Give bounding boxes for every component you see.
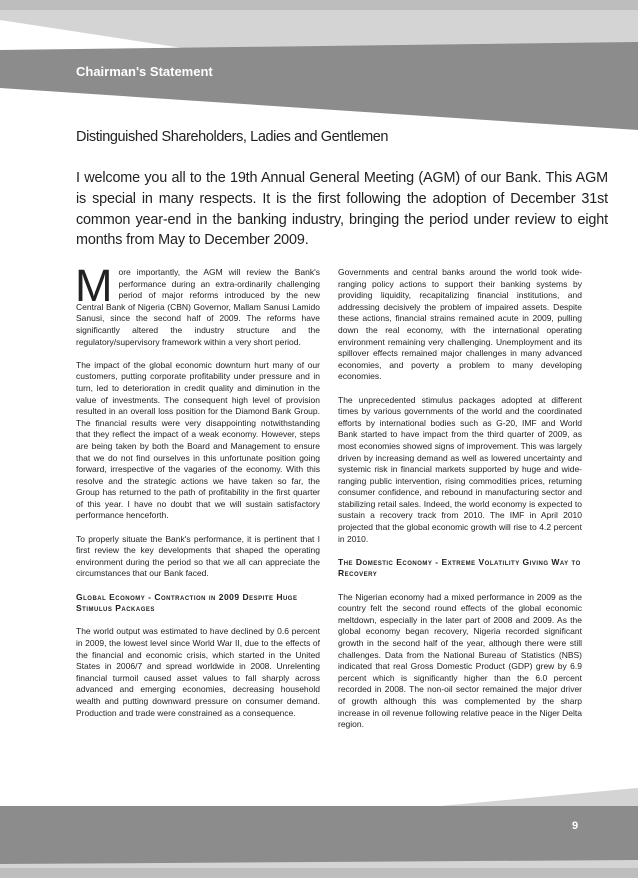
footer-dark-band: [0, 806, 638, 864]
header-top-strip: [0, 0, 638, 10]
left-paragraph-1: [75, 260, 320, 348]
section-title: Chairman's Statement: [76, 64, 213, 79]
right-paragraph-1: Governments and central banks around the world took wide-ranging policy actions to support their banking systems by providing liquidity, recapitalizing financial institutions, and addressing decisively the problem of impaired assets. Despite these actions, financial strains remained acute in 2009, pulling down the real economy, with the international operating environment remaining very challenging. Unemployment and its spillover effects remained major challenges in many advanced economies, and poverty a problem to many developing economies.: [338, 267, 582, 382]
section-heading-global-economy: Global Economy - Contraction in 2009 Despite Huge Stimulus Packages: [76, 591, 298, 614]
right-column: [338, 267, 582, 742]
page-number: 9: [572, 820, 579, 832]
left-paragraph-3: To properly situate the Bank's performance, it is pertinent that I first review the key developments that shaped the operating environment during the period so that we all can appreciate the circumstances that our Bank faced.: [76, 533, 320, 579]
salutation-heading: Distinguished Shareholders, Ladies and Gentlemen: [76, 129, 389, 145]
left-paragraph-2: The impact of the global economic downturn hurt many of our customers, putting corporate profitability under pressure and in turn, led to deterioration in credit quality and diminution in the value of investments. The consequent high level of provision resulted in an overall loss position for the Diamond Bank Group. The financial results were very disappointing notwithstanding that they reflect the impact of a weak economy. However, steps are being taken by both the Board and Management to ensure that we do not find ourselves in this unfortunate position going forward, irrespective of the vagaries of the economy. With this resolve and the strategic actions we have taken so far, the Group has returned to the path of profitability in the first quarter of this year. I have no doubt that we will sustain satisfactory performance henceforth.: [76, 359, 320, 521]
drop-cap: M: [75, 260, 113, 311]
footer-band: [0, 780, 638, 878]
footer-bottom-strip: [0, 868, 638, 878]
intro-paragraph: I welcome you all to the 19th Annual General Meeting (AGM) of our Bank. This AGM is special in many respects. It is the first following the adoption of December 31st common year-end in the banking industry, bringing the period under review to eight months from May to December 2009.: [76, 170, 608, 249]
header-dark-band: [0, 42, 638, 130]
left-paragraph-1-text: ore importantly, the AGM will review the Bank's performance during an extra-ordinarily challenging period of major reforms introduced by the new Central Bank of Nigeria (CBN) Governor, Mallam Sanusi Lamido Sanusi, since the second half of 2009. The reforms have significantly altered the industry structure and the regulatory/supervisory framework within a very short period.: [76, 267, 320, 347]
right-paragraph-2: The unprecedented stimulus packages adopted at different times by various governments of the world and the coordinated efforts by international bodies such as G-20, IMF and World Bank started to have impact from the third quarter of 2009, as most economies showed signs of improvement. This was largely driven by increasing demand as well as lowered uncertainty and systemic risk in financial markets supported by huge and wide-ranging public intervention, rising commodities prices, returning consumer confidence, and rebound in manufacturing sector and stabilizing retail sales. Indeed, the world economy is expected to sustain a recovery track from 2010. The IMF in April 2010 projected that the global economic growth will rise to 4.2 percent in 2010.: [338, 394, 582, 544]
left-column: [75, 260, 320, 731]
right-paragraph-3: The Nigerian economy had a mixed performance in 2009 as the country felt the second round effects of the global economic meltdown, especially in the later part of 2008 and 2009. As the global economy began recovery, Nigeria recorded significant growth in the second half of the year, although there were still challenges. Data from the National Bureau of Statistics (NBS) indicated that real Gross Domestic Product (GDP) grew by 6.9 percent which is significantly higher than the 6.0 percent recorded in 2008. The non-oil sector remained the major driver of growth although this was complemented by the sharp increase in oil revenue following relative peace in the Niger Delta region.: [338, 591, 582, 730]
left-paragraph-4: The world output was estimated to have declined by 0.6 percent in 2009, the lowest level since World War II, due to the effects of the financial and economic crisis, which started in the United States in 2006/7 and spread worldwide in 2008. Unrelenting financial turmoil caused asset values to fall sharply across advanced and emerging economies, decreasing household wealth and putting downward pressure on consumer demand. Production and trade were constrained as a consequence.: [76, 626, 320, 718]
section-heading-domestic-economy: The Domestic Economy - Extreme Volatility Giving Way to Recovery: [338, 556, 581, 579]
